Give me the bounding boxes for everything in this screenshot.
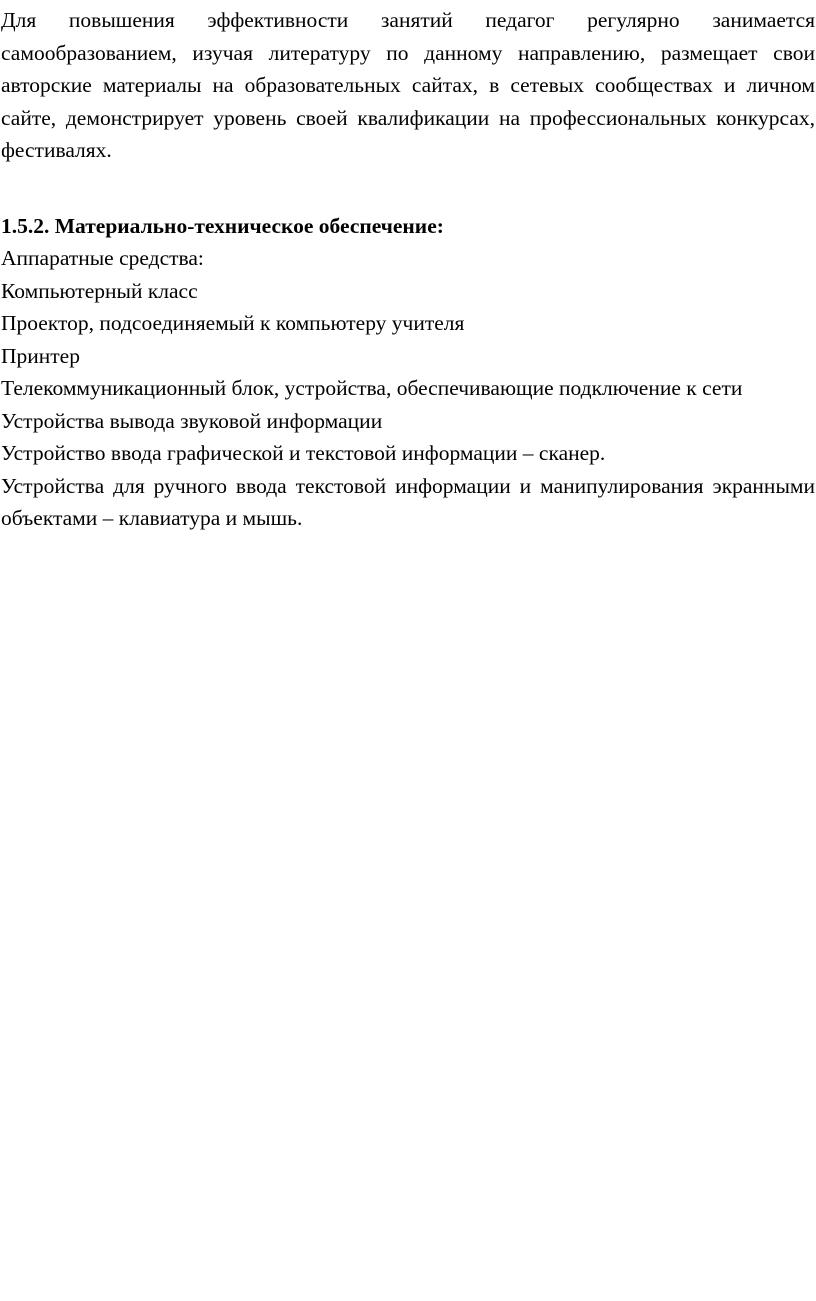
list-item: Компьютерный класс (1, 278, 198, 303)
list-item: Аппаратные средства: (1, 246, 204, 270)
list-item: Устройство ввода графической и текстовой информации – сканер. (1, 441, 606, 465)
section-heading: 1.5.2. Материально-техническое обеспечение: (1, 213, 444, 238)
list-item: Устройства для ручного ввода текстовой информации и манипулирования экранными объектами – клавиатура и мышь. (1, 473, 815, 530)
list-item: Устройства вывода звуковой информации (1, 408, 383, 433)
equipment-list (1, 242, 815, 535)
list-item: Проектор, подсоединяемый к компьютеру учителя (1, 311, 465, 335)
intro-paragraph: Для повышения эффективности занятий педагог регулярно занимается самообразованием, изучая литературу по данному направлению, размещает свои авторские материалы на образовательных сайтах, в сетевых сообществах и личном сайте, демонстрирует уровень своей квалификации на профессиональных конкурсах, фестивалях. (1, 8, 815, 162)
list-item: Принтер (1, 343, 80, 368)
list-item: Телекоммуникационный блок, устройства, обеспечивающие подключение к сети (1, 376, 743, 400)
